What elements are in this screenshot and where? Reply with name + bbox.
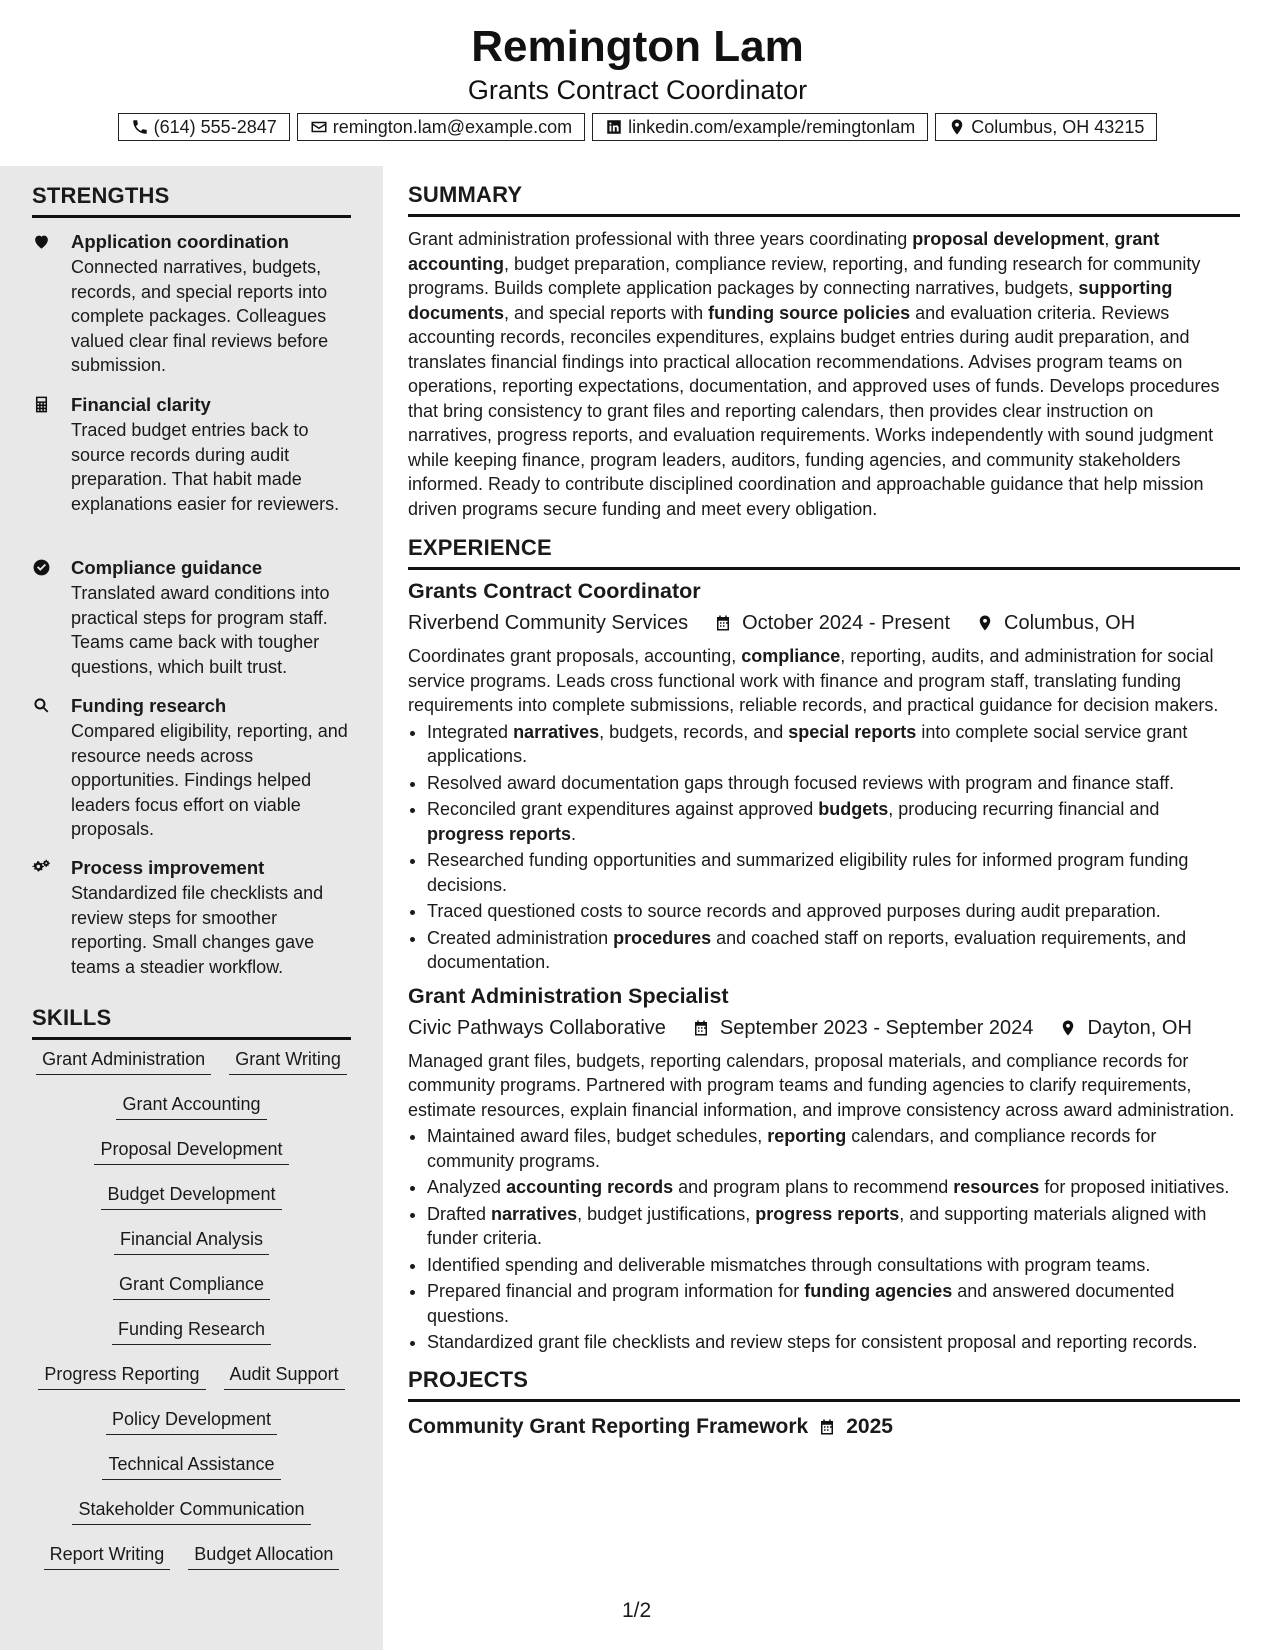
location-text: Columbus, OH 43215 [971,117,1145,137]
email-text: remington.lam@example.com [332,117,573,137]
summary-heading: SUMMARY [408,180,1240,217]
bullet-item: • Analyzed accounting records and program plans to recommend resources for proposed initiatives. [427,1175,1240,1200]
bullet-item: • Traced questioned costs to source records and approved purposes during audit preparation. [427,899,1240,924]
job-dates: October 2024 - Present [742,612,950,634]
gears-icon [32,858,52,878]
check-circle-icon [32,558,52,578]
job-meta [408,608,1240,638]
phone-text: (614) 555-2847 [153,117,277,137]
job-location: Dayton, OH [1087,1016,1192,1039]
summary-text: Grant administration professional with three years coordinating proposal development, grant accounting, budget preparation, compliance review, reporting, and funding research for community programs. Builds complete application packages by connecting narratives, budgets, supporting documents, and special reports with funding source policies and evaluation criteria. Reviews accounting records, reconciles expenditures, explains budget entries during audit preparation, and translates financial findings into practical allocation recommendations. Advises program teams on operations, reporting expectations, documentation, and approved uses of funds. Develops procedures that bring consistency to grant files and reporting calendars, then provides clear instruction on narratives, progress reports, and evaluation requirements. Works independently with sound judgment while keeping finance, program leaders, auditors, funding agencies, and community stakeholders informed. Ready to contribute disciplined coordination and approachable guidance that help mission driven programs secure funding and meet every obligation. [408,229,1220,519]
contact-linkedin[interactable] [592,113,928,141]
strength-desc: Traced budget entries back to source records during audit preparation. That habit made explanations easier for reviewers. [71,420,340,514]
skill-tag: Grant Compliance [113,1273,270,1300]
projects-heading: PROJECTS [408,1365,1240,1402]
bullet-item: • Identified spending and deliverable mismatches through consultations with program teams. [427,1253,1240,1278]
skill-tag: Audit Support [224,1363,345,1390]
linkedin-text: linkedin.com/example/remingtonlam [628,117,916,137]
strength-title: Compliance guidance [71,557,263,578]
strength-title: Funding research [71,695,227,716]
bullet-item: • Standardized grant file checklists and review steps for consistent proposal and reporting records. [427,1330,1240,1355]
phone-icon [131,118,149,136]
strength-desc: Standardized file checklists and review steps for smoother reporting. Small changes gave teams a steadier workflow. [71,883,324,977]
bullet-item: • Drafted narratives, budget justifications, progress reports, and supporting materials aligned with funder criteria. [427,1202,1240,1251]
strength-title: Application coordination [71,231,289,252]
bullet-item: • Maintained award files, budget schedules, reporting calendars, and compliance records for community programs. [427,1124,1240,1173]
skills-list [32,1048,351,1588]
candidate-title: Grants Contract Coordinator [467,75,808,105]
page-number: 1/2 [622,1599,652,1622]
strength-desc: Connected narratives, budgets, records, and special reports into complete packages. Colleagues valued clear final reviews before submission. [71,257,329,375]
skill-tag: Report Writing [44,1543,171,1570]
map-pin-icon [976,614,994,632]
main-column [408,180,1240,1442]
contact-email[interactable] [297,113,585,141]
heart-icon [32,232,52,252]
job-entry [408,981,1240,1355]
skill-tag: Budget Development [101,1183,281,1210]
map-pin-icon [1059,1019,1077,1037]
skills-heading: SKILLS [32,1003,351,1040]
strength-title: Process improvement [71,857,265,878]
strength-desc: Translated award conditions into practical steps for program staff. Teams came back with tougher questions, which built trust. [71,583,330,677]
skill-tag: Funding Research [112,1318,271,1345]
job-bullets [408,720,1240,975]
skill-tag: Progress Reporting [38,1363,205,1390]
project-title: Community Grant Reporting Framework [408,1414,809,1438]
calendar-icon [714,614,732,632]
linkedin-icon [605,118,623,136]
envelope-icon [310,118,328,136]
calculator-icon [32,395,52,415]
job-title: Grant Administration Specialist [408,983,729,1008]
bullet-item: • Researched funding opportunities and summarized eligibility rules for informed program funding decisions. [427,848,1240,897]
candidate-name: Remington Lam [471,22,804,71]
contact-location [935,113,1157,141]
job-entry [408,576,1240,975]
bullet-item: • Integrated narratives, budgets, records, and special reports into complete social service grant applications. [427,720,1240,769]
job-bullets [408,1124,1240,1355]
skill-tag: Grant Accounting [116,1093,266,1120]
contact-bar [0,113,1275,141]
job-desc: Managed grant files, budgets, reporting calendars, proposal materials, and compliance records for community programs. Partnered with program teams and funding agencies to clarify requirements, estimate resources, explain financial information, and improve consistency across award administration. [408,1050,1235,1120]
skill-tag: Budget Allocation [188,1543,339,1570]
project-entry [408,1412,1240,1442]
strength-desc: Compared eligibility, reporting, and resource needs across opportunities. Findings helped leaders focus effort on viable proposals. [71,721,348,839]
skill-tag: Financial Analysis [114,1228,269,1255]
map-pin-icon [948,118,966,136]
job-location: Columbus, OH [1004,612,1136,634]
job-desc: Coordinates grant proposals, accounting, compliance, reporting, audits, and administration for social service programs. Leads cross functional work with finance and program staff, translating funding requirements into complete submissions, reliable records, and practical guidance for decision makers. [408,646,1219,715]
bullet-item: • Prepared financial and program information for funding agencies and answered documented questions. [427,1279,1240,1328]
job-dates: September 2023 - September 2024 [719,1016,1034,1039]
strength-title: Financial clarity [71,394,211,415]
experience-heading: EXPERIENCE [408,533,1240,570]
skill-tag: Policy Development [106,1408,277,1435]
skill-tag: Stakeholder Communication [72,1498,310,1525]
project-year: 2025 [846,1414,893,1438]
calendar-icon [818,1418,836,1436]
job-org: Civic Pathways Collaborative [408,1016,666,1039]
job-meta [408,1013,1240,1043]
job-org: Riverbend Community Services [408,612,689,634]
bullet-item: • Created administration procedures and coached staff on reports, evaluation requirements, and documentation. [427,926,1240,975]
skill-tag: Grant Writing [229,1048,347,1075]
bullet-item: • Resolved award documentation gaps through focused reviews with program and finance staff. [427,771,1240,796]
bullet-item: • Reconciled grant expenditures against approved budgets, producing recurring financial and progress reports. [427,797,1240,846]
strengths-heading: STRENGTHS [32,181,351,218]
skill-tag: Proposal Development [94,1138,288,1165]
job-title: Grants Contract Coordinator [408,579,701,603]
contact-phone[interactable] [118,113,290,141]
search-icon [32,696,52,716]
skill-tag: Grant Administration [36,1048,211,1075]
skill-tag: Technical Assistance [102,1453,280,1480]
calendar-icon [692,1019,710,1037]
